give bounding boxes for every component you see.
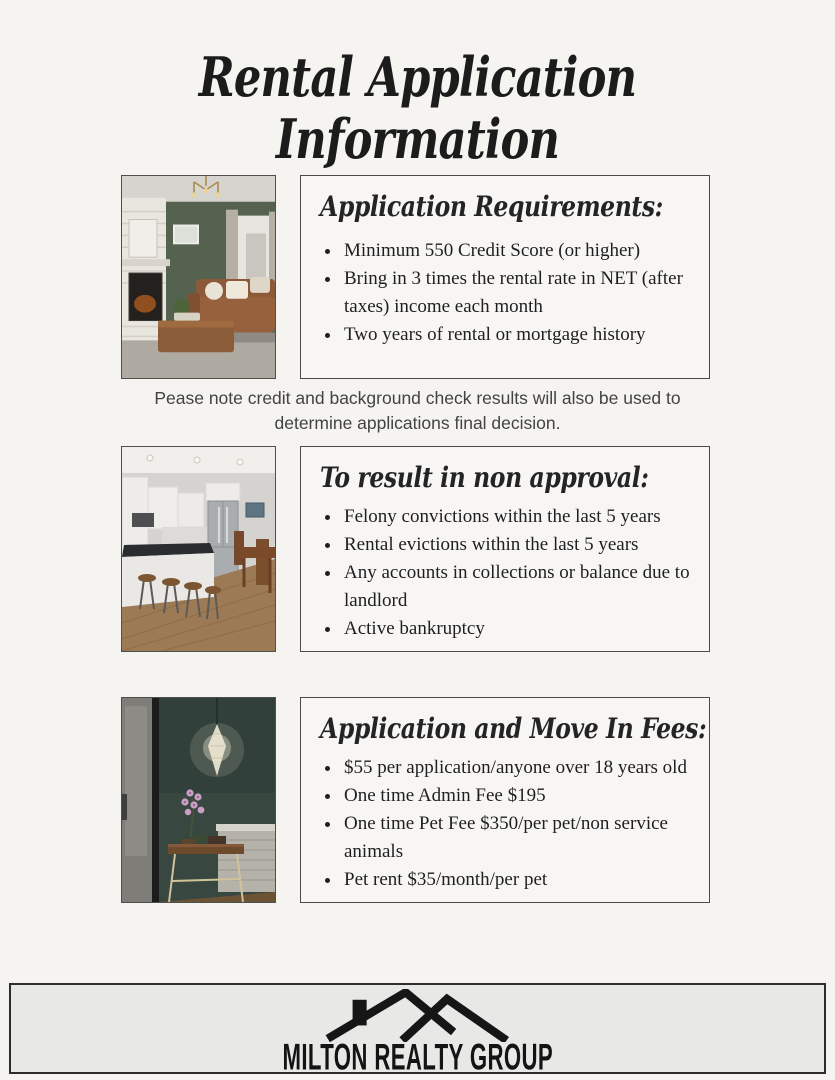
bullet-item: • One time Pet Fee $350/per pet/non service animals [342, 810, 697, 866]
entryway-illustration [122, 698, 275, 902]
fees-box [300, 697, 710, 903]
section-heading: Application and Move In Fees: [320, 712, 707, 745]
bullet-item: • $55 per application/anyone over 18 years old [342, 754, 697, 782]
bullet-item: • Two years of rental or mortgage history [342, 321, 697, 349]
section-heading: To result in non approval: [320, 461, 649, 494]
non-approval-box [300, 446, 710, 652]
bullet-item: • Active bankruptcy [342, 615, 697, 643]
bullet-item: • Bring in 3 times the rental rate in NET (after taxes) income each month [342, 265, 697, 321]
credit-check-note: Pease note credit and background check results will also be used to determine applications final decision. [154, 388, 681, 433]
living-room-photo [121, 175, 276, 379]
bullet-list [342, 237, 697, 349]
bullet-item: • Pet rent $35/month/per pet [342, 866, 697, 894]
living-room-illustration [122, 176, 275, 378]
footer [9, 983, 826, 1079]
entryway-photo [121, 697, 276, 903]
section-heading: Application Requirements: [320, 190, 663, 223]
kitchen-photo [121, 446, 276, 652]
brand-name: MILTON REALTY GROUP [282, 1038, 553, 1079]
section-non-approval [121, 446, 710, 652]
application-requirements-box [300, 175, 710, 379]
section-fees [121, 697, 710, 903]
bullet-item: • Rental evictions within the last 5 years [342, 531, 697, 559]
page-title: Rental Application Information [198, 45, 637, 172]
bullet-list [342, 503, 697, 644]
house-roofs-icon [304, 989, 532, 1042]
section-application-requirements [121, 175, 710, 379]
bullet-item: • Any accounts in collections or balance due to landlord [342, 559, 697, 615]
bullet-list [342, 754, 697, 895]
bullet-item: • One time Admin Fee $195 [342, 782, 697, 810]
kitchen-illustration [122, 447, 275, 651]
bullet-item: • Felony convictions within the last 5 years [342, 503, 697, 531]
bullet-item: • Minimum 550 Credit Score (or higher) [342, 237, 697, 265]
